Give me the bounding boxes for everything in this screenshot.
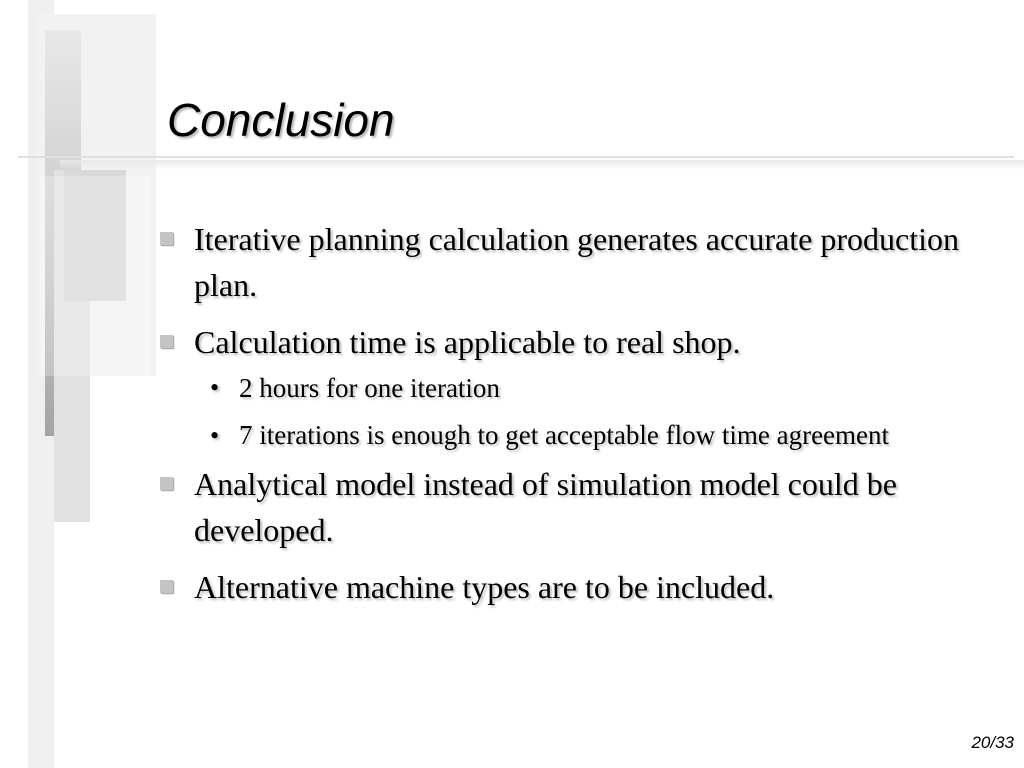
bullet-item (158, 461, 998, 553)
dot-bullet-icon: • (210, 421, 220, 450)
decor-bar-6 (40, 176, 150, 376)
bullet-list-2 (158, 461, 998, 610)
dot-bullet-icon: • (210, 373, 220, 402)
square-bullet-icon (160, 335, 173, 348)
bullet-text: Analytical model instead of simulation model could be developed. (194, 466, 897, 548)
title-rule (18, 156, 1014, 158)
bullet-item (158, 319, 998, 365)
bullet-item (158, 564, 998, 610)
square-bullet-icon (160, 232, 173, 245)
bullet-text: Calculation time is applicable to real shop. (194, 324, 741, 360)
sub-bullet-item (158, 415, 998, 455)
title-rule-shadow (60, 160, 1024, 170)
sub-bullet-text: 2 hours for one iteration (239, 373, 500, 403)
sub-bullet-list (158, 367, 998, 455)
bullet-item (158, 216, 998, 308)
bullet-text: Iterative planning calculation generates accurate production plan. (194, 221, 959, 303)
bullet-list (158, 216, 998, 365)
sub-bullet-item (158, 367, 998, 409)
sub-bullet-text: 7 iterations is enough to get acceptable flow time agreement (239, 420, 890, 450)
square-bullet-icon (160, 477, 173, 490)
square-bullet-icon (160, 580, 173, 593)
bullet-text: Alternative machine types are to be included. (194, 569, 775, 605)
slide-content (158, 216, 998, 621)
slide-title: Conclusion (167, 94, 395, 146)
page-number: 20/33 (971, 733, 1014, 752)
